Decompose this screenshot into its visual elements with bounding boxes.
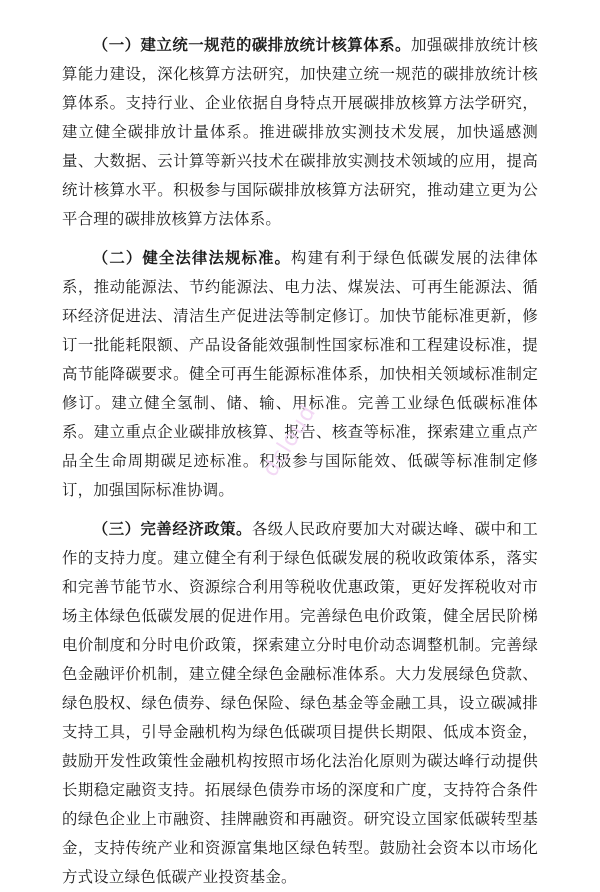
paragraph-body: 各级人民政府要加大对碳达峰、碳中和工作的支持力度。建立健全有利于绿色低碳发展的税收政策体系，落实和完善节能节水、资源综合利用等税收优惠政策，更好发挥税收对市场主体绿色低碳发展的促进作用。完善绿色电价政策，健全居民阶梯电价制度和分时电价政策，探索建立分时电价动态调整机制。完善绿色金融评价机制，建立健全绿色金融标准体系。大力发展绿色贷款、绿色股权、绿色债券、绿色保险、绿色基金等金融工具，设立碳减排支持工具，引导金融机构为绿色低碳项目提供长期限、低成本资金，鼓励开发性政策性金融机构按照市场化法治化原则为碳达峰行动提供长期稳定融资支持。拓展绿色债券市场的深度和广度，支持符合条件的绿色企业上市融资、挂牌融资和再融资。研究设立国家低碳转型基金，支持传统产业和资源富集地区绿色转型。鼓励社会资本以市场化方式设立绿色低碳产业投资基金。 [62, 520, 538, 886]
paragraph-carbon-accounting [62, 31, 538, 234]
paragraph-body: 加强碳排放统计核算能力建设，深化核算方法研究，加快建立统一规范的碳排放统计核算体系。支持行业、企业依据自身特点开展碳排放核算方法学研究，建立健全碳排放计量体系。推进碳排放实测技术发展，加快遥感测量、大数据、云计算等新兴技术在碳排放实测技术领域的应用，提高统计核算水平。积极参与国际碳排放核算方法研究，推动建立更为公平合理的碳排放核算方法体系。 [62, 36, 538, 228]
watermark: dcloud [258, 400, 322, 482]
paragraph-heading: （二）健全法律法规标准。 [92, 249, 292, 267]
paragraph-heading: （三）完善经济政策。 [92, 520, 252, 538]
paragraph-economic-policy [62, 515, 538, 892]
paragraph-heading: （一）建立统一规范的碳排放统计核算体系。 [92, 36, 411, 54]
paragraph-body: 构建有利于绿色低碳发展的法律体系，推动能源法、节约能源法、电力法、煤炭法、可再生能源法、循环经济促进法、清洁生产促进法等制定修订。加快节能标准更新，修订一批能耗限额、产品设备能效强制性国家标准和工程建设标准，提高节能降碳要求。健全可再生能源标准体系，加快相关领域标准制定修订。建立健全氢制、储、输、用标准。完善工业绿色低碳标准体系。建立重点企业碳排放核算、报告、核查等标准，探索建立重点产品全生命周期碳足迹标准。积极参与国际能效、低碳等标准制定修订，加强国际标准协调。 [62, 249, 538, 499]
paragraph-laws-standards [62, 244, 538, 505]
